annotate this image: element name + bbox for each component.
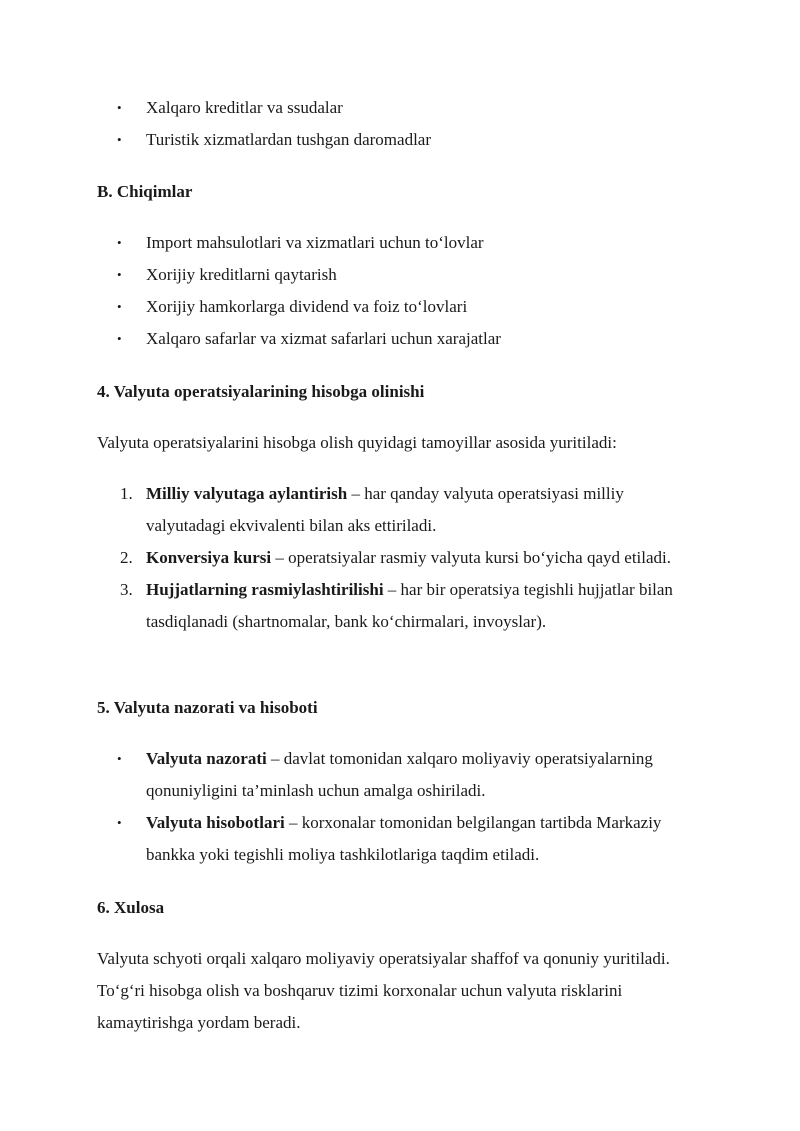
bullet-icon: • <box>117 331 122 346</box>
list-number: 2. <box>120 548 133 567</box>
list-item-term: Milliy valyutaga aylantirish <box>146 484 348 503</box>
section6-heading: 6. Xulosa <box>97 898 165 917</box>
list-item <box>0 291 800 323</box>
bullet-icon: • <box>117 267 122 282</box>
list-item <box>0 92 800 124</box>
bullet-icon: • <box>117 235 122 250</box>
list-number: 1. <box>120 484 133 503</box>
section6-text: Valyuta schyoti orqali xalqaro moliyaviy operatsiyalar shaffof va qonuniy yuritiladi. To‘g‘ri hisobga olish va boshqaruv tizimi korxonalar uchun valyuta risklarini kamaytirishga yordam beradi. <box>97 949 670 1032</box>
list-item-text: Turistik xizmatlardan tushgan daromadlar <box>146 130 432 149</box>
list-item <box>0 323 800 355</box>
list-item-desc: – har qanday valyuta operatsiyasi milliy valyutadagi ekvivalenti bilan aks ettiriladi. <box>146 484 624 535</box>
list-item <box>0 574 800 638</box>
list-item-text: Xalqaro safarlar va xizmat safarlari uchun xarajatlar <box>146 329 501 348</box>
income-list <box>0 92 800 156</box>
list-item <box>0 478 800 542</box>
expenses-list <box>0 227 800 355</box>
bullet-icon: • <box>117 815 122 830</box>
list-item <box>0 807 800 871</box>
list-item-text: Xorijiy hamkorlarga dividend va foiz to‘lovlari <box>146 297 468 316</box>
list-item-text: Import mahsulotlari va xizmatlari uchun to‘lovlar <box>146 233 484 252</box>
list-item <box>0 542 800 574</box>
list-item <box>0 743 800 807</box>
list-item-desc: – har bir operatsiya tegishli hujjatlar bilan tasdiqlanadi (shartnomalar, bank ko‘chirmalari, invoyslar). <box>146 580 673 631</box>
section5-heading: 5. Valyuta nazorati va hisoboti <box>97 698 318 717</box>
list-item <box>0 124 800 156</box>
list-item-text: Xorijiy kreditlarni qaytarish <box>146 265 337 284</box>
bullet-icon: • <box>117 299 122 314</box>
expenses-heading: B. Chiqimlar <box>97 182 193 201</box>
list-item-desc: – operatsiyalar rasmiy valyuta kursi bo‘yicha qayd etiladi. <box>271 548 672 567</box>
section4-heading: 4. Valyuta operatsiyalarining hisobga olinishi <box>97 382 425 401</box>
list-item <box>0 227 800 259</box>
section4-list-block <box>0 478 800 638</box>
list-item-term: Valyuta nazorati <box>146 749 267 768</box>
income-list-block <box>0 92 800 156</box>
list-item <box>0 259 800 291</box>
list-item-term: Konversiya kursi <box>146 548 272 567</box>
expenses-list-block <box>0 227 800 355</box>
list-item-term: Valyuta hisobotlari <box>146 813 285 832</box>
list-item-desc: – korxonalar tomonidan belgilangan tartibda Markaziy bankka yoki tegishli moliya tashkilotlariga taqdim etiladi. <box>146 813 662 864</box>
list-item-term: Hujjatlarning rasmiylashtirilishi <box>146 580 384 599</box>
list-item-desc: – davlat tomonidan xalqaro moliyaviy operatsiyalarning qonuniyligini ta’minlash uchun amalga oshiriladi. <box>146 749 653 800</box>
bullet-icon: • <box>117 100 122 115</box>
bullet-icon: • <box>117 132 122 147</box>
principles-list <box>0 478 800 638</box>
section4-intro: Valyuta operatsiyalarini hisobga olish quyidagi tamoyillar asosida yuritiladi: <box>97 433 617 452</box>
bullet-icon: • <box>117 751 122 766</box>
list-number: 3. <box>120 580 133 599</box>
list-item-text: Xalqaro kreditlar va ssudalar <box>146 98 343 117</box>
section5-list-block <box>0 743 800 871</box>
control-list <box>0 743 800 871</box>
